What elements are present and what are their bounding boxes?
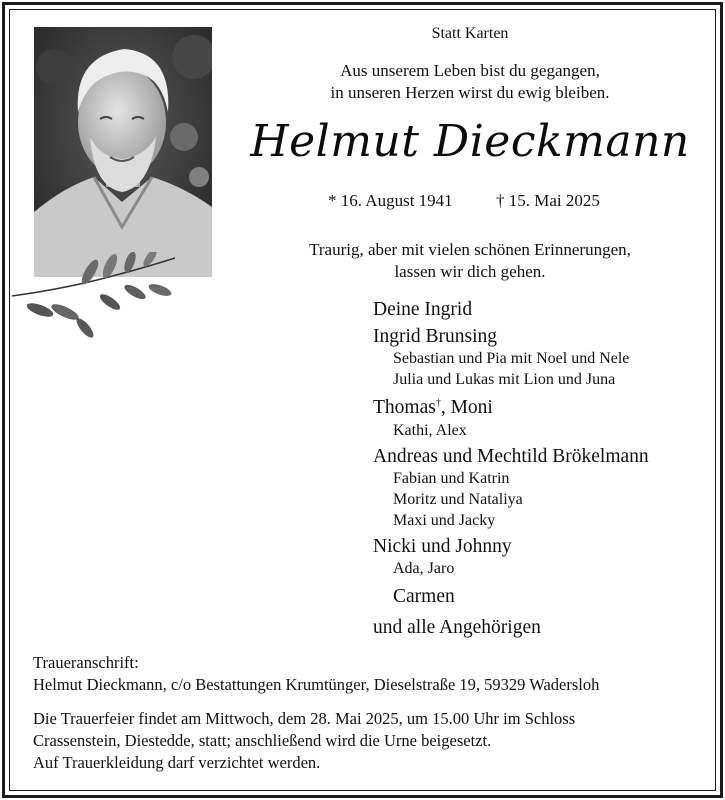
leaf-branch-ornament (10, 252, 180, 342)
family-ingrid-wife: Deine Ingrid (373, 299, 473, 320)
thomas-rest: , Moni (440, 397, 493, 418)
family-nicki-sub-1: Ada, Jaro (393, 560, 455, 577)
birth-date: * 16. August 1941 (328, 191, 453, 210)
family-andreas: Andreas und Mechtild Brökelmann (373, 446, 649, 467)
family-thomas (373, 397, 493, 419)
portrait-image (34, 27, 212, 277)
portrait-photo (34, 27, 212, 277)
thomas-dagger: † (435, 397, 441, 409)
deceased-name: Helmut Dieckmann (250, 116, 690, 167)
ceremony-line-1: Die Trauerfeier findet am Mittwoch, dem 28. Mai 2025, um 15.00 Uhr im Schloss (33, 709, 576, 728)
verse-line-2: in unseren Herzen wirst du ewig bleiben. (330, 83, 610, 102)
family-relatives: und alle Angehörigen (373, 617, 541, 638)
farewell-line-1: Traurig, aber mit vielen schönen Erinnerungen, (309, 240, 631, 259)
ceremony-line-2: Crassenstein, Diestedde, statt; anschließend wird die Urne beigesetzt. (33, 731, 492, 750)
thomas-name: Thomas (373, 397, 436, 418)
family-nicki: Nicki und Johnny (373, 536, 512, 557)
address-label: Traueranschrift: (33, 653, 139, 672)
address-text: Helmut Dieckmann, c/o Bestattungen Krumtünger, Dieselstraße 19, 59329 Wadersloh (33, 675, 600, 694)
death-date: † 15. Mai 2025 (496, 191, 600, 210)
family-andreas-sub-3: Maxi und Jacky (393, 512, 496, 529)
family-ingrid-sub-1: Sebastian und Pia mit Noel und Nele (393, 350, 630, 367)
verse-line-1: Aus unserem Leben bist du gegangen, (340, 61, 600, 80)
family-thomas-sub-1: Kathi, Alex (393, 422, 467, 439)
statt-karten: Statt Karten (431, 25, 509, 42)
farewell-line-2: lassen wir dich gehen. (394, 262, 546, 281)
family-andreas-sub-2: Moritz und Nataliya (393, 491, 523, 508)
family-ingrid-sub-2: Julia und Lukas mit Lion und Juna (393, 371, 616, 388)
family-ingrid-brunsing: Ingrid Brunsing (373, 326, 498, 347)
family-carmen: Carmen (393, 586, 455, 607)
ceremony-line-3: Auf Trauerkleidung darf verzichtet werden. (33, 753, 321, 772)
family-andreas-sub-1: Fabian und Katrin (393, 470, 510, 487)
